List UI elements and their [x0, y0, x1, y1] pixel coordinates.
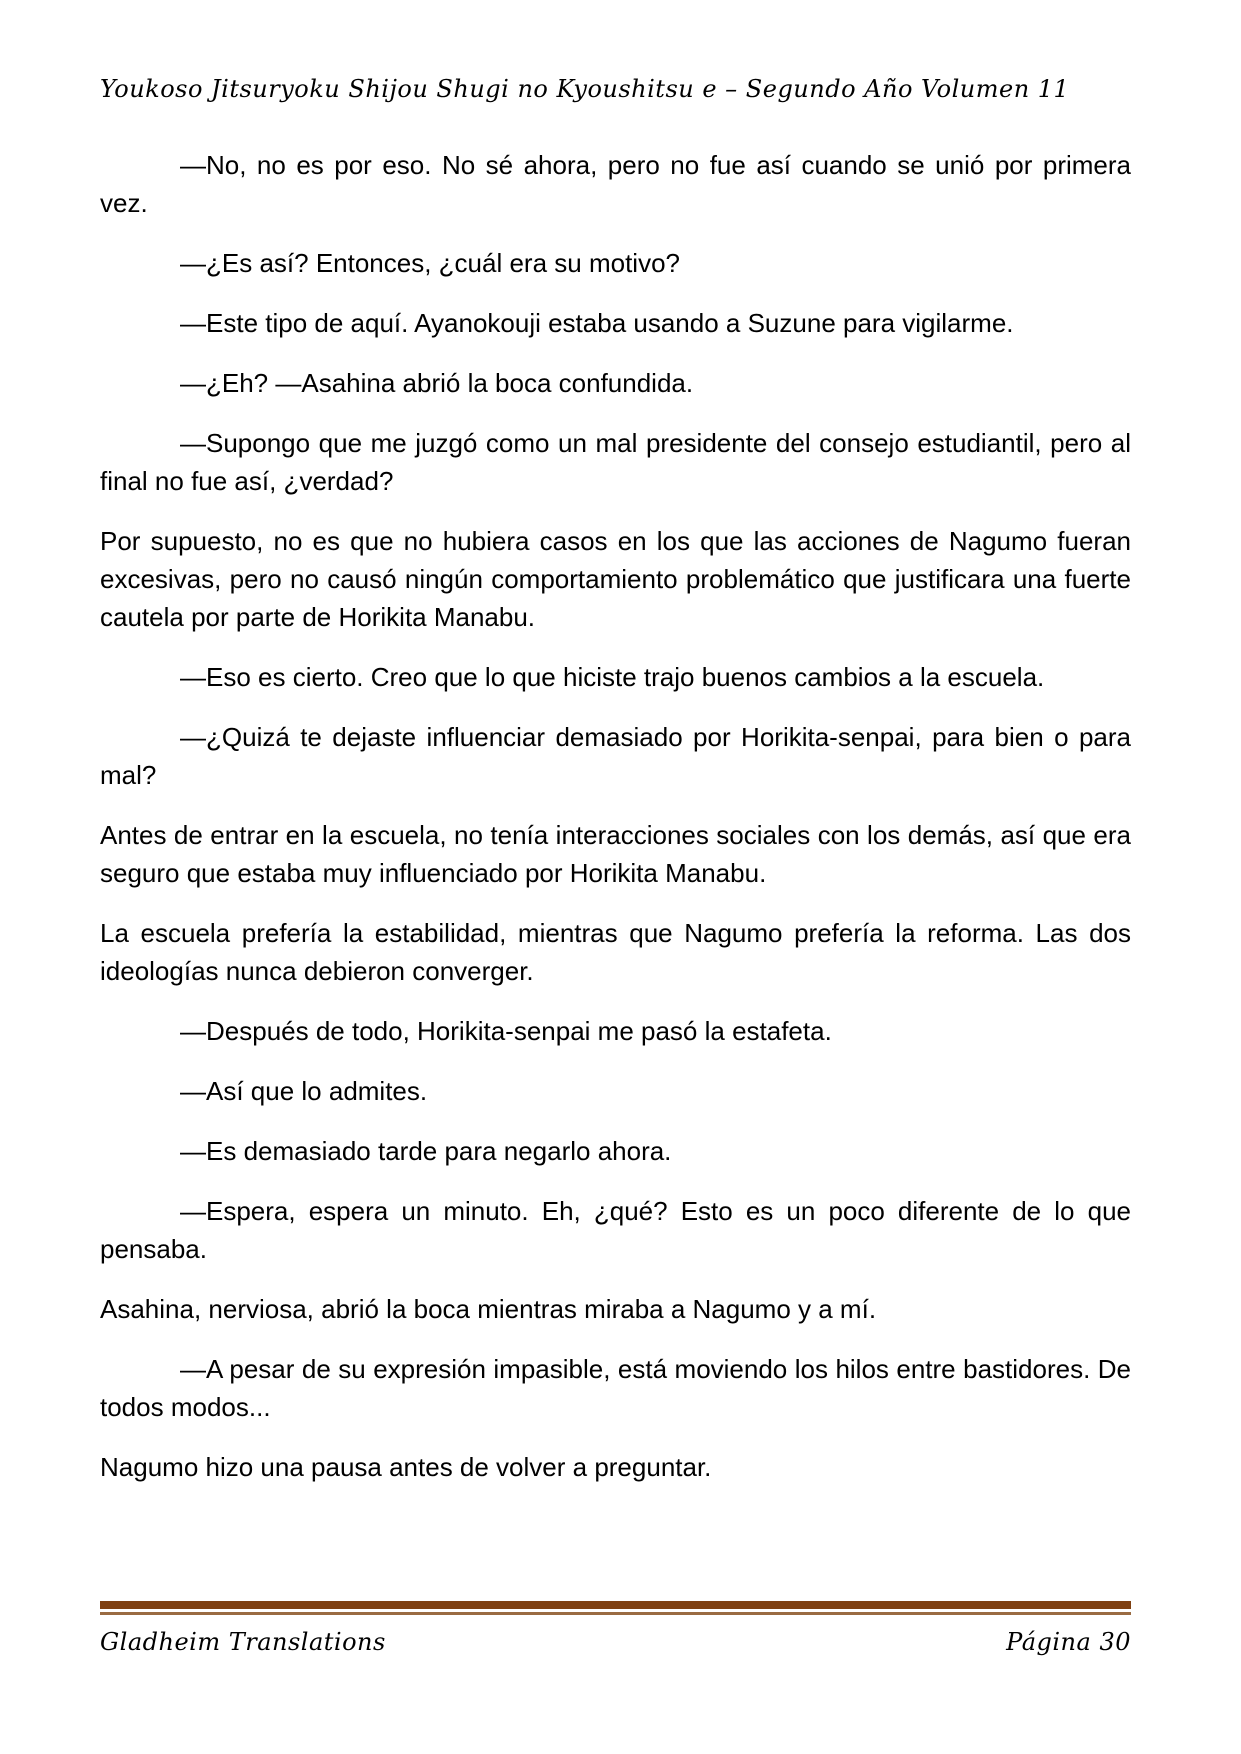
- paragraph-dialogue: —A pesar de su expresión impasible, está moviendo los hilos entre bastidores. De todos modos...: [100, 1354, 1131, 1422]
- footer-text-row: [100, 1627, 1131, 1657]
- paragraph-narration: Asahina, nerviosa, abrió la boca mientras miraba a Nagumo y a mí.: [100, 1294, 877, 1324]
- page-footer: [100, 1601, 1131, 1657]
- paragraph-dialogue: —¿Quizá te dejaste influenciar demasiado por Horikita-senpai, para bien o para mal?: [100, 722, 1131, 790]
- paragraph-dialogue: —Supongo que me juzgó como un mal presidente del consejo estudiantil, pero al final no fue así, ¿verdad?: [100, 428, 1131, 496]
- paragraph-dialogue: —Espera, espera un minuto. Eh, ¿qué? Esto es un poco diferente de lo que pensaba.: [100, 1196, 1131, 1264]
- paragraph-narration: Por supuesto, no es que no hubiera casos en los que las acciones de Nagumo fueran excesivas, pero no causó ningún comportamiento problemático que justificara una fuerte cautela por parte de Horikita Manabu.: [100, 526, 1131, 632]
- paragraph-narration: Antes de entrar en la escuela, no tenía interacciones sociales con los demás, así que era seguro que estaba muy influenciado por Horikita Manabu.: [100, 820, 1131, 888]
- paragraph-narration: Nagumo hizo una pausa antes de volver a preguntar.: [100, 1452, 712, 1482]
- paragraph-dialogue: —Este tipo de aquí. Ayanokouji estaba usando a Suzune para vigilarme.: [180, 308, 1014, 338]
- footer-translator-label: Gladheim Translations: [100, 1628, 386, 1656]
- paragraph-dialogue: —¿Es así? Entonces, ¿cuál era su motivo?: [180, 248, 680, 278]
- page-header: [100, 74, 1131, 104]
- footer-rule-thin: [100, 1612, 1131, 1615]
- footer-page-number: Página 30: [1006, 1628, 1131, 1656]
- footer-rule-thick: [100, 1601, 1131, 1609]
- paragraph-dialogue: —¿Eh? —Asahina abrió la boca confundida.: [180, 368, 694, 398]
- paragraph-narration: La escuela prefería la estabilidad, mientras que Nagumo prefería la reforma. Las dos ideologías nunca debieron converger.: [100, 918, 1131, 986]
- header-title: Youkoso Jitsuryoku Shijou Shugi no Kyoushitsu e – Segundo Año Volumen 11: [100, 75, 1070, 103]
- paragraph-dialogue: —No, no es por eso. No sé ahora, pero no fue así cuando se unió por primera vez.: [100, 150, 1131, 218]
- page-body: [100, 146, 1131, 1508]
- paragraph-dialogue: —Es demasiado tarde para negarlo ahora.: [180, 1136, 672, 1166]
- paragraph-dialogue: —Eso es cierto. Creo que lo que hiciste trajo buenos cambios a la escuela.: [180, 662, 1045, 692]
- paragraph-dialogue: —Así que lo admites.: [180, 1076, 428, 1106]
- paragraph-dialogue: —Después de todo, Horikita-senpai me pasó la estafeta.: [180, 1016, 832, 1046]
